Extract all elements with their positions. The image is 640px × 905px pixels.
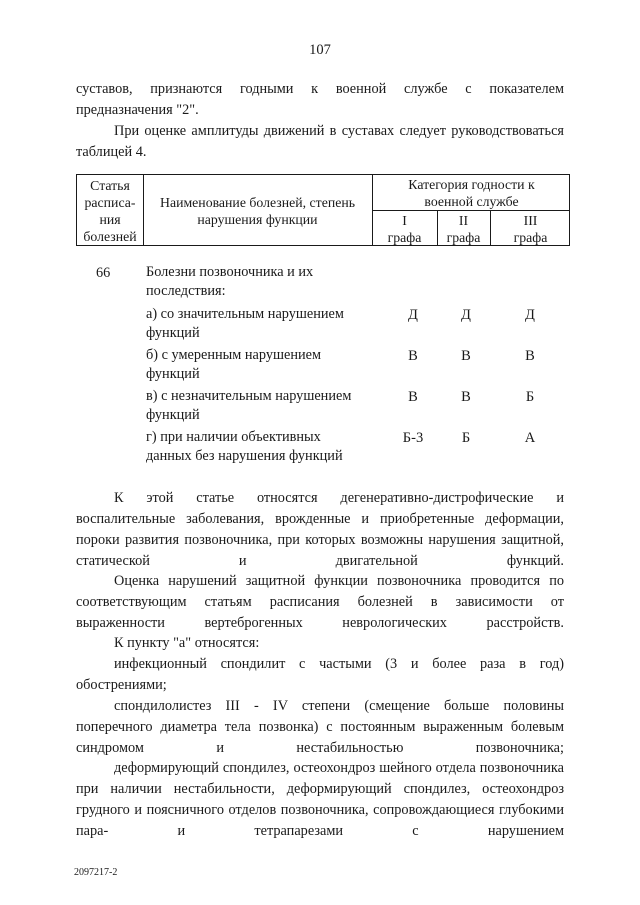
page-number: 107: [309, 42, 331, 58]
grade-v-3: Б: [525, 389, 535, 405]
grade-v-2: В: [461, 389, 471, 405]
column-category-header: Категория годности к военной службе: [408, 177, 535, 209]
body-paragraph-4: инфекционный спондилит с частыми (3 и более раза в год) обострениями;: [76, 656, 564, 693]
grade-a-2: Д: [461, 307, 471, 323]
grade-v-1: В: [408, 389, 418, 405]
table-row-g-text: г) при наличии объективных данных без нарушения функций: [146, 429, 343, 464]
grade-g-2: Б: [461, 430, 471, 446]
article-title: Болезни позвоночника и их последствия:: [146, 264, 314, 299]
grade-a-3: Д: [525, 307, 535, 323]
body-paragraph-5: спондилолистез III - IV степени (смещение больше половины поперечного диаметра тела позвонка) с постоянным выраженным болевым синдромом и нестабильностью позвоночника;: [76, 698, 564, 756]
table-row-a-text: а) со значительным нарушением функций: [146, 306, 344, 341]
intro-paragraph-2: При оценке амплитуды движений в суставах следует руководствоваться таблицей 4.: [76, 123, 564, 160]
grade-g-1: Б-3: [402, 430, 424, 446]
table-header: [76, 174, 570, 246]
grade-b-3: В: [525, 348, 535, 364]
body-paragraph-1: К этой статье относятся дегенеративно-дистрофические и воспалительные заболевания, врожденные и приобретенные деформации, пороки развития позвоночника, при которых возможны нарушения защитной, статической и двигательной функций.: [76, 490, 564, 569]
table-row-v-text: в) с незначительным нарушением функций: [146, 388, 352, 423]
grafa-2-header: II графа: [446, 213, 481, 245]
table-row-b-text: б) с умеренным нарушением функций: [146, 347, 322, 382]
grafa-1-header: I графа: [387, 213, 422, 245]
body-paragraph-6: деформирующий спондилез, остеохондроз шейного отдела позвоночника при наличии нестабильности, деформирующий спондилез, остеохондроз грудного и поясничного отделов позвоночника, сопровождающиеся глубокими пара- и тетрапарезами с нарушением: [76, 760, 564, 839]
column-disease-header: Наименование болезней, степень нарушения функции: [159, 195, 356, 227]
article-number: 66: [96, 265, 111, 281]
intro-paragraph-1: суставов, признаются годными к военной службе с показателем предназначения "2".: [76, 81, 564, 118]
grade-b-2: В: [461, 348, 471, 364]
grade-g-3: А: [524, 430, 536, 446]
footer-document-code: 2097217-2: [74, 867, 118, 878]
column-article-header: Статья расписа- ния болезней: [83, 178, 137, 244]
grade-b-1: В: [408, 348, 418, 364]
body-paragraph-3: К пункту "а" относятся:: [114, 635, 260, 651]
body-paragraph-2: Оценка нарушений защитной функции позвоночника проводится по соответствующим статьям расписания болезней в зависимости от выраженности вертеброгенных неврологических расстройств.: [76, 573, 564, 631]
grade-a-1: Д: [408, 307, 418, 323]
grafa-3-header: III графа: [513, 213, 548, 245]
